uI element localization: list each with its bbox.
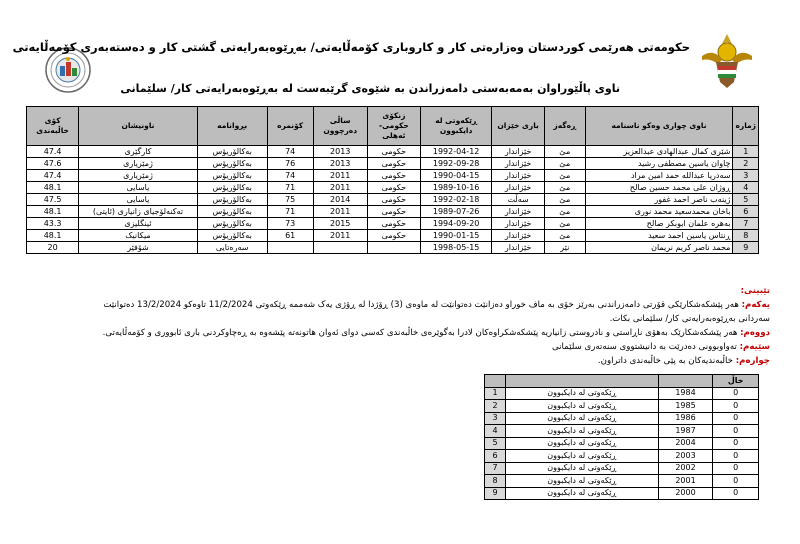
gender: مێ: [545, 206, 586, 218]
table-row: [27, 242, 759, 254]
gender: مێ: [545, 194, 586, 206]
candidate-name: بەهرە علمان ابوبکر صالح: [585, 218, 733, 230]
gender: نێر: [545, 242, 586, 254]
col-header-degree: بڕوانامە: [197, 107, 267, 146]
row-number: 5: [733, 194, 759, 206]
total-points: 47.4: [27, 146, 79, 158]
points-col-header-points: خاڵ: [713, 375, 759, 388]
row-number: 7: [485, 462, 506, 475]
birth-date: 1992-02-18: [421, 194, 492, 206]
marital-status: خێزاندار: [492, 158, 545, 170]
points-col-header-year: [658, 375, 713, 388]
points-value: 0: [713, 487, 759, 500]
score: 74: [267, 146, 313, 158]
marital-status: خێزاندار: [492, 146, 545, 158]
points-table-header-row: [485, 375, 759, 388]
total-points: 47.4: [27, 170, 79, 182]
degree: بەکالۆریۆس: [197, 146, 267, 158]
col-header-title: ناونیشان: [79, 107, 197, 146]
university-type: حکومی: [367, 230, 420, 242]
points-table-row: [485, 475, 759, 488]
row-number: 6: [485, 450, 506, 463]
candidate-name: محمد ناصر کریم نریمان: [585, 242, 733, 254]
degree: سەرەتایی: [197, 242, 267, 254]
points-label: ڕێکەوتی لە دایکبوون: [506, 450, 659, 463]
col-header-gender: ڕەگەز: [545, 107, 586, 146]
points-table-row: [485, 425, 759, 438]
notes-section: [30, 284, 770, 368]
row-number: 7: [733, 218, 759, 230]
graduation-year: [313, 242, 367, 254]
table-row: [27, 146, 759, 158]
university-type: حکومی: [367, 158, 420, 170]
birth-date: 1994-09-20: [421, 218, 492, 230]
note-line: [30, 354, 770, 368]
col-header-grad-year: ساڵی دەرچوون: [313, 107, 367, 146]
job-title: یاسایی: [79, 194, 197, 206]
university-type: حکومی: [367, 194, 420, 206]
kurdistan-coat-of-arms-logo: [696, 30, 758, 92]
candidate-name: چاوان یاسین مصطفی رشید: [585, 158, 733, 170]
points-value: 0: [713, 437, 759, 450]
points-table-row: [485, 462, 759, 475]
points-value: 0: [713, 462, 759, 475]
points-value: 0: [713, 425, 759, 438]
points-label: ڕێکەوتی لە دایکبوون: [506, 400, 659, 413]
score: [267, 242, 313, 254]
points-table-row: [485, 437, 759, 450]
score: 71: [267, 182, 313, 194]
notes-heading: تێبینی:: [740, 286, 770, 296]
note-text: تەواوبوونی دەدرێت بە دانیشتووی سنەتەری سلێمانی: [551, 342, 737, 352]
marital-status: خێزاندار: [492, 206, 545, 218]
table-row: [27, 158, 759, 170]
degree: بەکالۆریۆس: [197, 170, 267, 182]
degree: بەکالۆریۆس: [197, 158, 267, 170]
points-table: [484, 374, 759, 500]
points-label: ڕێکەوتی لە دایکبوون: [506, 462, 659, 475]
birth-year: 1987: [658, 425, 713, 438]
graduation-year: 2013: [313, 146, 367, 158]
total-points: 47.5: [27, 194, 79, 206]
col-header-name: ناوی چواری وەکو ناسنامە: [585, 107, 733, 146]
row-number: 3: [485, 412, 506, 425]
points-table-row: [485, 487, 759, 500]
table-row: [27, 170, 759, 182]
table-row: [27, 230, 759, 242]
points-col-header-number: [485, 375, 506, 388]
university-type: حکومی: [367, 182, 420, 194]
col-header-marital: باری خێزان: [492, 107, 545, 146]
birth-year: 2001: [658, 475, 713, 488]
graduation-year: 2015: [313, 218, 367, 230]
gender: مێ: [545, 182, 586, 194]
degree: بەکالۆریۆس: [197, 182, 267, 194]
candidates-table-header-row: [27, 107, 759, 146]
points-value: 0: [713, 475, 759, 488]
total-points: 48.1: [27, 182, 79, 194]
university-type: حکومی: [367, 218, 420, 230]
row-number: 9: [485, 487, 506, 500]
graduation-year: 2011: [313, 170, 367, 182]
total-points: 43.3: [27, 218, 79, 230]
row-number: 5: [485, 437, 506, 450]
candidate-name: باخان محمدسعید محمد نوری: [585, 206, 733, 218]
note-line: [30, 340, 770, 354]
marital-status: خێزاندار: [492, 218, 545, 230]
birth-date: 1992-04-12: [421, 146, 492, 158]
note-line: [30, 298, 770, 312]
row-number: 1: [485, 387, 506, 400]
score: 73: [267, 218, 313, 230]
graduation-year: 2011: [313, 182, 367, 194]
row-number: 4: [733, 182, 759, 194]
birth-date: 1998-05-15: [421, 242, 492, 254]
birth-date: 1989-10-16: [421, 182, 492, 194]
job-title: شۆفێر: [79, 242, 197, 254]
marital-status: سەڵت: [492, 194, 545, 206]
graduation-year: 2014: [313, 194, 367, 206]
points-label: ڕێکەوتی لە دایکبوون: [506, 475, 659, 488]
col-header-number: ژمارە: [733, 107, 759, 146]
row-number: 3: [733, 170, 759, 182]
total-points: 47.6: [27, 158, 79, 170]
row-number: 8: [485, 475, 506, 488]
candidate-name: سەدریا عبداللە حمد امین مراد: [585, 170, 733, 182]
total-points: 48.1: [27, 230, 79, 242]
birth-year: 2000: [658, 487, 713, 500]
note-line: [30, 312, 770, 326]
job-title: تەکنەلۆجیای زانیاری (ئایتی): [79, 206, 197, 218]
graduation-year: 2011: [313, 230, 367, 242]
note-text: خاڵبەندیەکان بە پێی خاڵبەندی داتراون.: [597, 356, 733, 366]
gender: مێ: [545, 158, 586, 170]
marital-status: خێزاندار: [492, 242, 545, 254]
points-col-header-label: [506, 375, 659, 388]
document-subtitle: ناوی پاڵێوراوان بەمەبەستی دامەزراندن بە شێوەی گرێبەست لە بەڕێوەبەرایەتی کار/ سلێمانی: [120, 82, 620, 95]
job-title: ژمێریاری: [79, 170, 197, 182]
note-line: [30, 326, 770, 340]
table-row: [27, 206, 759, 218]
gender: مێ: [545, 170, 586, 182]
points-table-row: [485, 400, 759, 413]
points-table-row: [485, 412, 759, 425]
note-label: دووەم:: [740, 328, 770, 338]
row-number: 9: [733, 242, 759, 254]
note-text: سەردانی بەڕێوەبەرایەتی کار/ سلێمانی بکات.: [609, 314, 770, 324]
job-title: کارگێری: [79, 146, 197, 158]
job-title: ئینگلیزی: [79, 218, 197, 230]
job-title: ژمێریاری: [79, 158, 197, 170]
col-header-points: کۆی خاڵبەندی: [27, 107, 79, 146]
candidate-name: شێری کمال عبدالهادی عبدالعزیز: [585, 146, 733, 158]
points-label: ڕێکەوتی لە دایکبوون: [506, 487, 659, 500]
score: 71: [267, 206, 313, 218]
note-label: یەکەم:: [741, 300, 770, 310]
note-label: سێیەم:: [739, 342, 770, 352]
points-value: 0: [713, 387, 759, 400]
birth-date: 1990-01-15: [421, 230, 492, 242]
birth-year: 2003: [658, 450, 713, 463]
degree: بەکالۆریۆس: [197, 194, 267, 206]
degree: بەکالۆریۆس: [197, 218, 267, 230]
table-row: [27, 182, 759, 194]
birth-year: 2004: [658, 437, 713, 450]
row-number: 4: [485, 425, 506, 438]
row-number: 6: [733, 206, 759, 218]
score: 74: [267, 170, 313, 182]
marital-status: خێزاندار: [492, 230, 545, 242]
job-title: یاسایی: [79, 182, 197, 194]
candidates-table: [26, 106, 759, 254]
col-header-score: کۆنمرە: [267, 107, 313, 146]
document-title: حکومەتی هەرێمی کوردستان وەزارەتی کار و کاروباری کۆمەڵایەتی/ بەڕێوەبەرایەتی گشتی کار و دەستەبەری کۆمەڵایەتی: [12, 40, 690, 54]
candidate-name: ژینەب ناصر احمد غفور: [585, 194, 733, 206]
score: 76: [267, 158, 313, 170]
birth-year: 2002: [658, 462, 713, 475]
university-type: حکومی: [367, 170, 420, 182]
col-header-university: زنکۆی حکومی-ئەهلی: [367, 107, 420, 146]
points-table-row: [485, 450, 759, 463]
row-number: 8: [733, 230, 759, 242]
birth-year: 1986: [658, 412, 713, 425]
birth-date: 1992-09-28: [421, 158, 492, 170]
score: 61: [267, 230, 313, 242]
points-value: 0: [713, 400, 759, 413]
university-type: [367, 242, 420, 254]
candidate-name: ڕنتاس یاسین احمد سعید: [585, 230, 733, 242]
points-label: ڕێکەوتی لە دایکبوون: [506, 437, 659, 450]
table-row: [27, 218, 759, 230]
points-label: ڕێکەوتی لە دایکبوون: [506, 412, 659, 425]
graduation-year: 2013: [313, 158, 367, 170]
gender: مێ: [545, 146, 586, 158]
note-text: هەر پێشکەشکارێک بەهۆی ناڕاستی و نادروستی زانیاریە پێشکەشکراوەکان لادرا بەگوێرەی خاڵبەندی کەسی دوای ئەوان هاتونەتە پێشەوە بە ڕەچاوکردنی باری ئابووری و کۆمەڵایەتی.: [102, 328, 738, 338]
points-table-row: [485, 387, 759, 400]
birth-year: 1984: [658, 387, 713, 400]
degree: بەکالۆریۆس: [197, 230, 267, 242]
graduation-year: 2011: [313, 206, 367, 218]
gender: مێ: [545, 218, 586, 230]
col-header-dob: ڕێکەوتی لە دایکبوون: [421, 107, 492, 146]
row-number: 2: [733, 158, 759, 170]
total-points: 48.1: [27, 206, 79, 218]
note-label: چوارەم:: [735, 356, 770, 366]
row-number: 1: [733, 146, 759, 158]
birth-date: 1990-04-15: [421, 170, 492, 182]
marital-status: خێزاندار: [492, 170, 545, 182]
total-points: 20: [27, 242, 79, 254]
gender: مێ: [545, 230, 586, 242]
note-text: هەر پێشکەشکارێکی قۆرتی دامەزراندنی بەرێز خۆی بە ماف خوراو دەزانێت دەتوانێت لە ماوەی (3) ڕۆژدا لە ڕۆژی یەک شەممە ڕێکەوتی 11/2/2024 تاوەکو 13/2/2024 دەتوانێت: [103, 300, 739, 310]
points-value: 0: [713, 412, 759, 425]
job-title: میکانیک: [79, 230, 197, 242]
birth-date: 1989-07-26: [421, 206, 492, 218]
score: 75: [267, 194, 313, 206]
table-row: [27, 194, 759, 206]
degree: بەکالۆریۆس: [197, 206, 267, 218]
points-label: ڕێکەوتی لە دایکبوون: [506, 387, 659, 400]
university-type: حکومی: [367, 206, 420, 218]
birth-year: 1985: [658, 400, 713, 413]
marital-status: خێزاندار: [492, 182, 545, 194]
row-number: 2: [485, 400, 506, 413]
points-label: ڕێکەوتی لە دایکبوون: [506, 425, 659, 438]
candidate-name: ڕوژان علی محمد حسین صالح: [585, 182, 733, 194]
points-value: 0: [713, 450, 759, 463]
university-type: حکومی: [367, 146, 420, 158]
